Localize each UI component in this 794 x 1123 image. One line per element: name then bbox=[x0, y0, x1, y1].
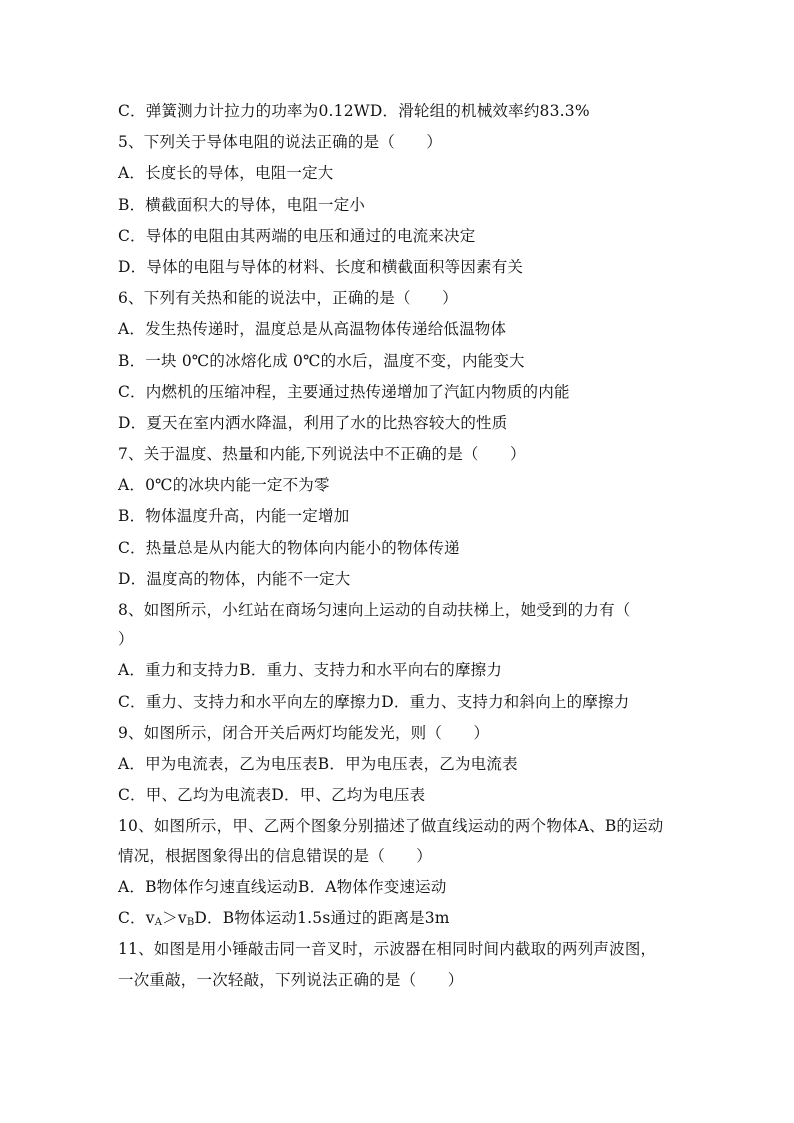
q6-option-c: C．内燃机的压缩冲程，主要通过热传递增加了汽缸内物质的内能 bbox=[118, 382, 570, 401]
q4-option-c: C．弹簧测力计拉力的功率为0.12WD．滑轮组的机械效率约83.3% bbox=[118, 102, 590, 120]
greater-than-sign: ＞ bbox=[162, 908, 178, 927]
q5-option-a: A．长度长的导体，电阻一定大 bbox=[118, 164, 334, 183]
q8-options-cd: C．重力、支持力和水平向左的摩擦力D．重力、支持力和斜向上的摩擦力 bbox=[118, 692, 630, 711]
q10-stem-continued: 情况，根据图象得出的信息错误的是（ ） bbox=[118, 846, 433, 865]
q8-stem-continued: ） bbox=[118, 630, 134, 649]
q10-stem: 10、如图所示，甲、乙两个图象分别描述了做直线运动的两个物体A、B的运动 bbox=[118, 817, 664, 836]
q7-option-c: C．热量总是从内能大的物体向内能小的物体传递 bbox=[118, 538, 460, 557]
q9-options-ab: A．甲为电流表，乙为电压表B．甲为电压表，乙为电流表 bbox=[118, 754, 518, 773]
q7-option-d: D．温度高的物体，内能不一定大 bbox=[118, 569, 351, 588]
q6-option-d: D．夏天在室内洒水降温，利用了水的比热容较大的性质 bbox=[118, 413, 508, 432]
document-body bbox=[118, 96, 678, 996]
q11-stem-continued: 一次重敲，一次轻敲，下列说法正确的是（ ） bbox=[118, 971, 464, 990]
q10-options-cd bbox=[118, 903, 678, 934]
q10-option-c-label: C． bbox=[118, 908, 146, 927]
q9-stem: 9、如图所示，闭合开关后两灯均能发光，则（ ） bbox=[118, 723, 490, 742]
q7-option-b: B．物体温度升高，内能一定增加 bbox=[118, 507, 350, 526]
velocity-b-subscript: B bbox=[186, 916, 195, 928]
q6-option-a: A．发生热传递时，温度总是从高温物体传递给低温物体 bbox=[118, 320, 507, 339]
q8-options-ab: A．重力和支持力B．重力、支持力和水平向右的摩擦力 bbox=[118, 661, 503, 680]
q10-options-ab: A．B物体作匀速直线运动B．A物体作变速运动 bbox=[118, 877, 447, 896]
q7-option-a: A．0℃的冰块内能一定不为零 bbox=[118, 476, 330, 495]
q9-options-cd: C．甲、乙均为电流表D．甲、乙均为电压表 bbox=[118, 786, 426, 805]
velocity-b-symbol: v bbox=[177, 908, 187, 927]
q5-stem: 5、下列关于导体电阻的说法正确的是（ ） bbox=[118, 133, 443, 152]
q10-option-d: D．B物体运动1.5s通过的距离是3m bbox=[194, 908, 450, 927]
q11-stem: 11、如图是用小锤敲击同一音叉时，示波器在相同时间内截取的两列声波图， bbox=[118, 940, 657, 959]
velocity-a-symbol: v bbox=[145, 908, 155, 927]
q6-option-b: B．一块 0℃的冰熔化成 0℃的水后，温度不变，内能变大 bbox=[118, 351, 525, 370]
q5-option-b: B．横截面积大的导体，电阻一定小 bbox=[118, 195, 366, 214]
q7-stem: 7、关于温度、热量和内能,下列说法中不正确的是（ ） bbox=[118, 445, 526, 464]
velocity-a-subscript: A bbox=[154, 916, 163, 928]
q8-stem: 8、如图所示，小红站在商场匀速向上运动的自动扶梯上，她受到的力有（ bbox=[118, 601, 631, 619]
q5-option-d: D．导体的电阻与导体的材料、长度和横截面积等因素有关 bbox=[118, 257, 524, 276]
q5-option-c: C．导体的电阻由其两端的电压和通过的电流来决定 bbox=[118, 226, 476, 245]
q6-stem: 6、下列有关热和能的说法中，正确的是（ ） bbox=[118, 289, 458, 308]
